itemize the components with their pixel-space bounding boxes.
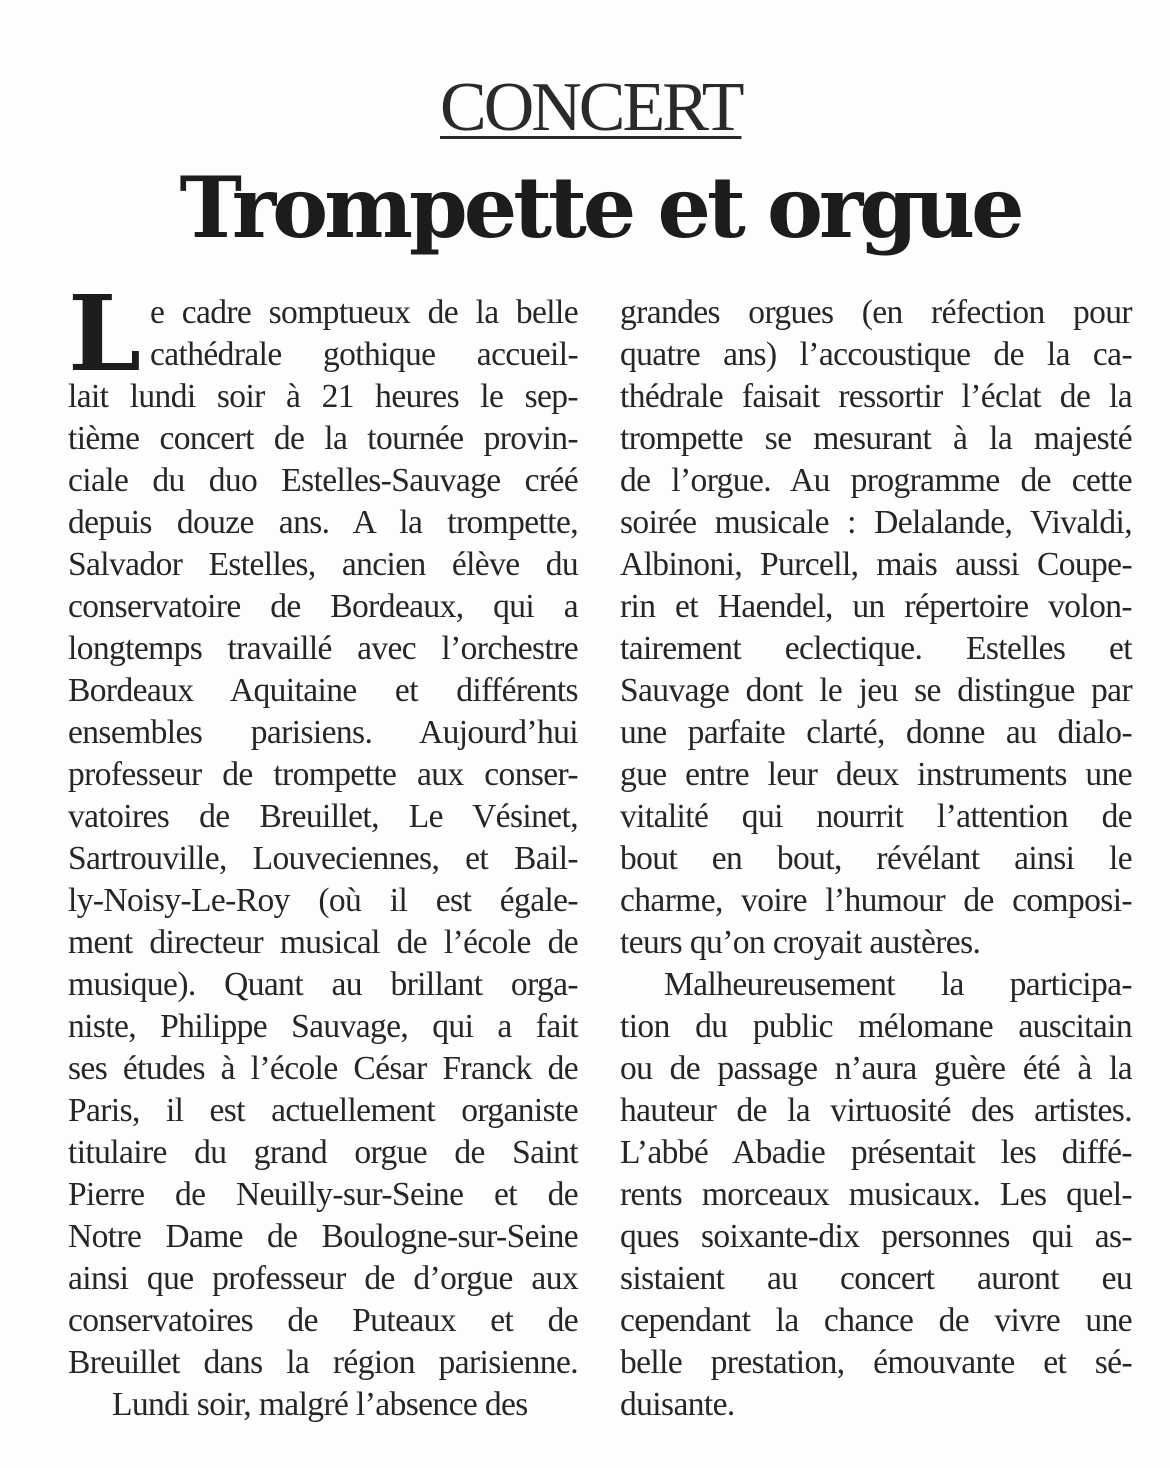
text-line: rents morceaux musicaux. Les quel-	[620, 1176, 1132, 1213]
text-line: Malheureusement la participa-	[664, 966, 1132, 1003]
text-line: tième concert de la tournée provin-	[68, 420, 578, 457]
text-line: vitalité qui nourrit l’attention de	[620, 798, 1132, 835]
text-line: Notre Dame de Boulogne-sur-Seine	[68, 1218, 578, 1255]
drop-cap: L	[68, 272, 140, 395]
text-line: belle prestation, émouvante et sé-	[620, 1344, 1132, 1381]
text-line: musique). Quant au brillant orga-	[68, 966, 578, 1003]
text-line: e cadre somptueux de la belle	[150, 294, 578, 331]
text-line: Breuillet dans la région parisienne.	[68, 1344, 578, 1381]
text-line: de l’orgue. Au programme de cette	[620, 462, 1132, 499]
text-line: ensembles parisiens. Aujourd’hui	[68, 714, 578, 751]
right-column	[620, 292, 1132, 1426]
text-line: teurs qu’on croyait austères.	[620, 924, 981, 961]
text-line: ou de passage n’aura guère été à la	[620, 1050, 1132, 1087]
text-line: niste, Philippe Sauvage, qui a fait	[68, 1008, 578, 1045]
text-line: rin et Haendel, un répertoire volon-	[620, 588, 1132, 625]
section-kicker: CONCERT	[440, 69, 742, 146]
text-line: titulaire du grand orgue de Saint	[68, 1134, 578, 1171]
text-line: conservatoire de Bordeaux, qui a	[68, 588, 578, 625]
text-line: trompette se mesurant à la majesté	[620, 420, 1132, 457]
text-line: charme, voire l’humour de composi-	[620, 882, 1132, 919]
text-line: Lundi soir, malgré l’absence des	[112, 1386, 528, 1423]
text-line: cathédrale gothique accueil-	[150, 336, 578, 373]
text-line: ques soixante-dix personnes qui as-	[620, 1218, 1132, 1255]
text-line: quatre ans) l’accoustique de la ca-	[620, 336, 1132, 373]
text-line: Salvador Estelles, ancien élève du	[68, 546, 578, 583]
text-line: ciale du duo Estelles-Sauvage créé	[68, 462, 578, 499]
text-line: depuis douze ans. A la trompette,	[68, 504, 578, 541]
text-line: Albinoni, Purcell, mais aussi Coupe-	[620, 546, 1132, 583]
text-line: Pierre de Neuilly-sur-Seine et de	[68, 1176, 578, 1213]
text-line: ses études à l’école César Franck de	[68, 1050, 578, 1087]
text-line: sistaient au concert auront eu	[620, 1260, 1132, 1297]
text-line: lait lundi soir à 21 heures le sep-	[68, 378, 578, 415]
text-line: gue entre leur deux instruments une	[620, 756, 1132, 793]
text-line: ainsi que professeur de d’orgue aux	[68, 1260, 578, 1297]
text-line: une parfaite clarté, donne au dialo-	[620, 714, 1132, 751]
text-line: ment directeur musical de l’école de	[68, 924, 578, 961]
text-line: soirée musicale : Delalande, Vivaldi,	[620, 504, 1132, 541]
text-line: Sauvage dont le jeu se distingue par	[620, 672, 1132, 709]
text-line: bout en bout, révélant ainsi le	[620, 840, 1132, 877]
text-line: L’abbé Abadie présentait les diffé-	[620, 1134, 1132, 1171]
text-line: tairement eclectique. Estelles et	[620, 630, 1132, 667]
text-line: tion du public mélomane auscitain	[620, 1008, 1132, 1045]
text-line: grandes orgues (en réfection pour	[620, 294, 1132, 331]
text-line: hauteur de la virtuosité des artistes.	[620, 1092, 1132, 1129]
text-line: ly-Noisy-Le-Roy (où il est égale-	[68, 882, 578, 919]
text-line: professeur de trompette aux conser-	[68, 756, 578, 793]
text-line: conservatoires de Puteaux et de	[68, 1302, 578, 1339]
text-line: vatoires de Breuillet, Le Vésinet,	[68, 798, 578, 835]
text-line: thédrale faisait ressortir l’éclat de la	[620, 378, 1132, 415]
text-line: cependant la chance de vivre une	[620, 1302, 1132, 1339]
text-line: Bordeaux Aquitaine et différents	[68, 672, 578, 709]
article-headline: Trompette et orgue	[179, 158, 1021, 257]
text-line: duisante.	[620, 1386, 735, 1423]
text-line: Paris, il est actuellement organiste	[68, 1092, 578, 1129]
text-line: Sartrouville, Louveciennes, et Bail-	[68, 840, 578, 877]
text-line: longtemps travaillé avec l’orchestre	[68, 630, 578, 667]
left-column	[68, 272, 578, 1426]
